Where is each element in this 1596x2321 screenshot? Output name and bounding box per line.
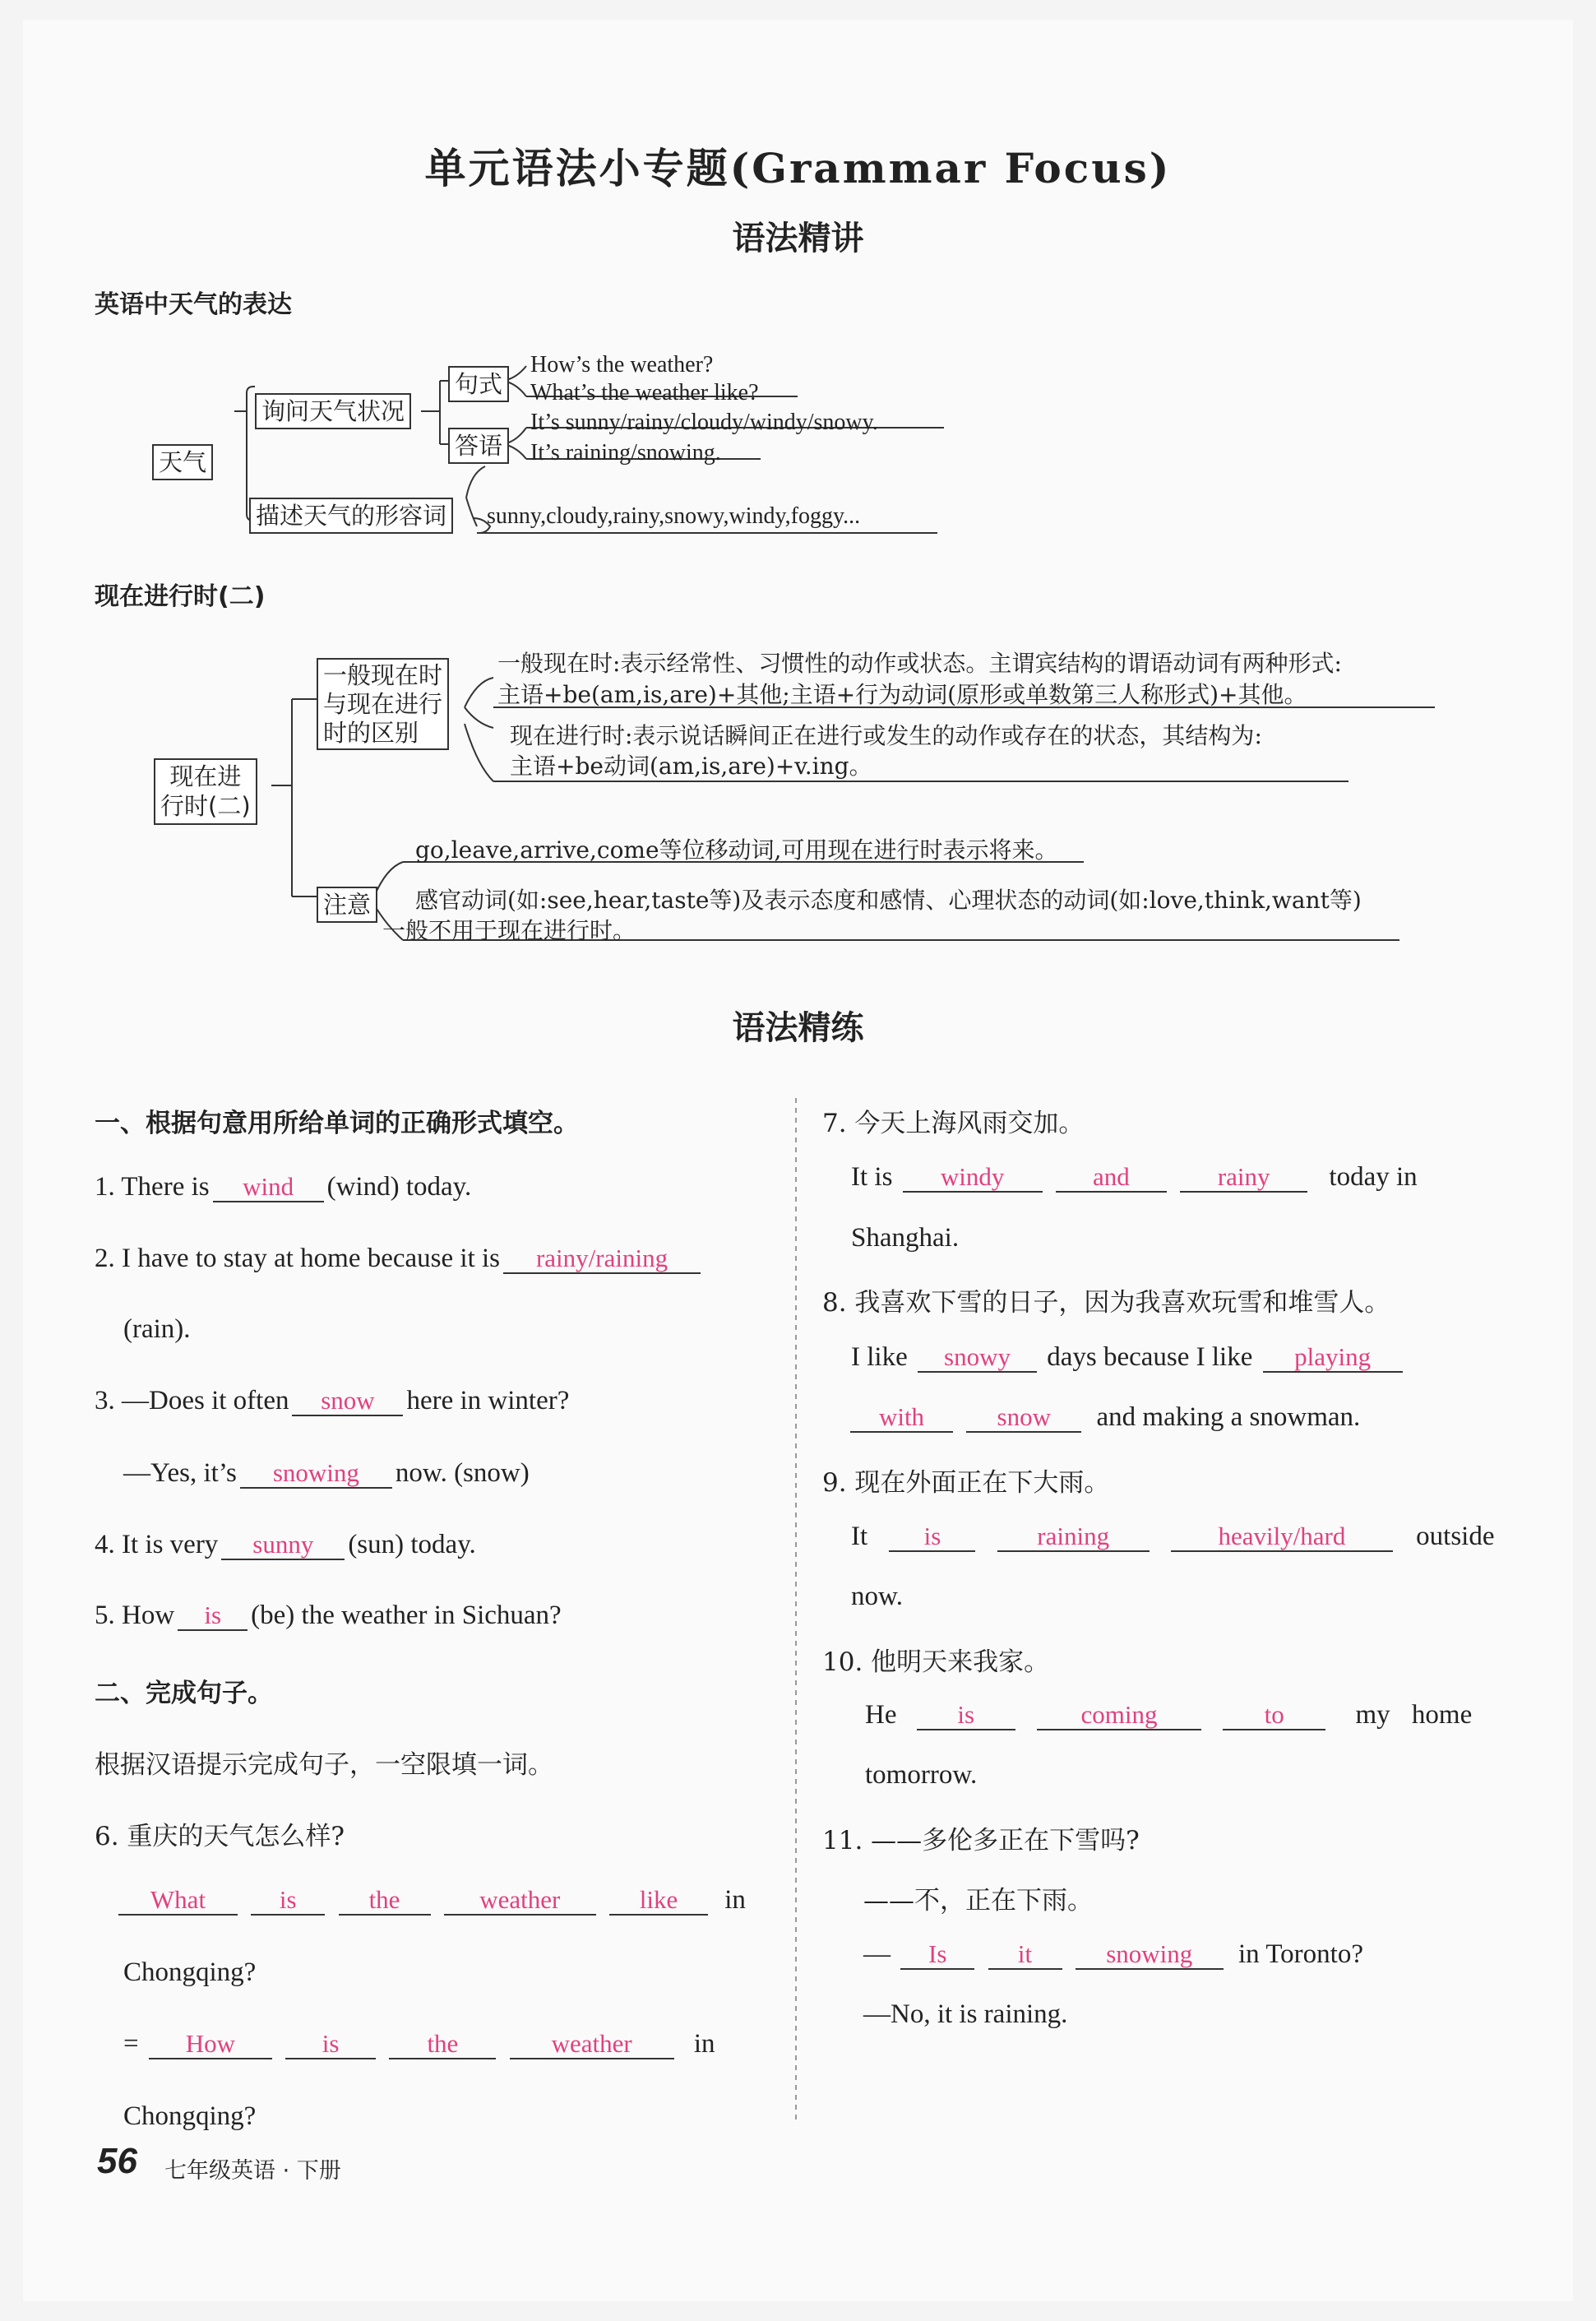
describe-box: 描述天气的形容词 — [249, 498, 453, 534]
q5-text: 5. How — [95, 1601, 175, 1630]
q11-dash: — — [863, 1939, 891, 1969]
question-4 — [95, 1530, 476, 1560]
weather-root-box: 天气 — [152, 444, 213, 480]
q6-blank-3[interactable]: the — [339, 1886, 431, 1916]
q10-tail-2: tomorrow. — [865, 1760, 978, 1790]
question-1 — [95, 1172, 471, 1202]
part1-heading: 一、根据句意用所给单词的正确形式填空。 — [95, 1109, 579, 1138]
q4-tail: (sun) today. — [348, 1530, 476, 1559]
q3-tail: here in winter? — [406, 1386, 570, 1415]
present-progressive-line2: 主语+be动词(am,is,are)+v.ing。 — [510, 753, 872, 780]
q11-tail: in Toronto? — [1238, 1939, 1363, 1969]
q7-answer-row — [851, 1162, 1418, 1193]
q9-blank-1[interactable]: is — [889, 1522, 975, 1552]
q8-tail: and making a snowman. — [1096, 1402, 1361, 1432]
question-2 — [95, 1244, 704, 1274]
q6-alt-place: Chongqing? — [123, 2101, 257, 2131]
q9-text: It — [851, 1522, 868, 1551]
q3-reply-answer-blank[interactable]: snowing — [240, 1459, 392, 1489]
q10-blank-3[interactable]: to — [1223, 1701, 1325, 1730]
progressive-root-box — [154, 758, 257, 825]
q2-answer-blank[interactable]: rainy/raining — [503, 1244, 701, 1274]
q6-alt-blank-2[interactable]: is — [285, 2030, 376, 2059]
q11-blank-2[interactable]: it — [988, 1940, 1062, 1970]
q9-tail-2: now. — [851, 1582, 903, 1611]
q3-reply-text: —Yes, it’s — [123, 1458, 237, 1488]
q11-answer-row — [863, 1939, 1363, 1970]
progressive-heading: 现在进行时(二) — [95, 582, 266, 611]
q7-chinese: 7. 今天上海风雨交加。 — [822, 1109, 1085, 1138]
part2-instruction: 根据汉语提示完成句子，一空限填一词。 — [95, 1750, 553, 1780]
note-box: 注意 — [317, 887, 377, 923]
q1-tail: (wind) today. — [326, 1172, 472, 1202]
q4-text: 4. It is very — [95, 1530, 219, 1559]
q8-chinese: 8. 我喜欢下雪的日子，因为我喜欢玩雪和堆雪人。 — [822, 1288, 1390, 1318]
q4-answer-blank[interactable]: sunny — [221, 1531, 345, 1560]
q6-alt-tail: in — [693, 2029, 715, 2059]
progressive-root-line1: 现在进 — [169, 762, 242, 790]
q6-tail: in — [724, 1885, 746, 1915]
q7-blank-1[interactable]: windy — [903, 1163, 1043, 1193]
pattern-question-2: What’s the weather like? — [530, 380, 759, 405]
q11-chinese-2: ——不，正在下雨。 — [863, 1886, 1093, 1916]
q2-tail: (rain). — [123, 1314, 191, 1344]
q6-blank-5[interactable]: like — [609, 1886, 708, 1916]
q7-blank-2[interactable]: and — [1056, 1163, 1167, 1193]
answer-box: 答语 — [448, 428, 509, 464]
motion-verb-note: go,leave,arrive,come等位移动词,可用现在进行时表示将来。 — [415, 836, 1058, 864]
simple-present-line2: 主语+be(am,is,are)+其他;主语+行为动词(原形或单数第三人称形式)+其他。 — [497, 681, 1307, 708]
question-3 — [95, 1386, 569, 1416]
q7-tail: today in — [1329, 1162, 1418, 1192]
q1-answer-blank[interactable]: wind — [213, 1173, 324, 1202]
sense-verb-note-2: 一般不用于现在进行时。 — [382, 917, 636, 944]
q10-blank-1[interactable]: is — [917, 1701, 1015, 1730]
q11-blank-3[interactable]: snowing — [1076, 1940, 1224, 1970]
answer-line-2: It’s raining/snowing. — [530, 440, 721, 466]
q9-chinese: 9. 现在外面正在下大雨。 — [822, 1468, 1110, 1498]
q6-alt-blank-4[interactable]: weather — [510, 2030, 674, 2059]
q8-blank-1[interactable]: snowy — [918, 1343, 1037, 1373]
q7-text: It is — [851, 1162, 893, 1192]
progressive-root-line2: 行时(二) — [160, 792, 251, 821]
q10-blank-2[interactable]: coming — [1037, 1701, 1201, 1730]
q11-reply: —No, it is raining. — [863, 1999, 1068, 2029]
q8-answer-row — [851, 1342, 1406, 1373]
q6-equals: = — [123, 2029, 139, 2059]
q6-blank-4[interactable]: weather — [444, 1886, 596, 1916]
page-number: 56 — [97, 2141, 137, 2181]
q7-place: Shanghai. — [851, 1223, 960, 1253]
q6-alt-blank-3[interactable]: the — [389, 2030, 496, 2059]
q5-answer-blank[interactable]: is — [178, 1601, 247, 1631]
q11-chinese-1: 11. ——多伦多正在下雪吗? — [822, 1826, 1140, 1855]
book-title: 七年级英语 · 下册 — [164, 2158, 341, 2184]
ask-weather-box: 询问天气状况 — [255, 393, 411, 429]
q8-blank-4[interactable]: snow — [966, 1403, 1081, 1433]
q3-answer-blank[interactable]: snow — [292, 1387, 403, 1416]
q1-text: 1. There is — [95, 1172, 210, 1202]
q10-answer-row — [865, 1700, 1472, 1730]
difference-line3: 时的区别 — [323, 718, 419, 747]
q6-place: Chongqing? — [123, 1957, 257, 1987]
q10-text: He — [865, 1700, 897, 1730]
q7-blank-3[interactable]: rainy — [1180, 1163, 1307, 1193]
pattern-box: 句式 — [448, 366, 509, 402]
q8-text: I like — [851, 1342, 908, 1372]
difference-box — [317, 658, 449, 750]
q3-text: 3. —Does it often — [95, 1386, 289, 1415]
q8-mid: days because I like — [1047, 1342, 1253, 1372]
q6-blank-1[interactable]: What — [118, 1886, 238, 1916]
q3-reply-tail: now. (snow) — [395, 1458, 530, 1488]
q8-blank-3[interactable]: with — [850, 1403, 953, 1433]
q6-chinese: 6. 重庆的天气怎么样? — [95, 1822, 345, 1851]
q11-blank-1[interactable]: Is — [900, 1940, 974, 1970]
question-5 — [95, 1601, 562, 1631]
q9-answer-row — [851, 1522, 1495, 1552]
question-3-reply — [123, 1458, 530, 1489]
q8-answer-row-2 — [847, 1402, 1360, 1433]
difference-line2: 与现在进行 — [323, 689, 443, 718]
section-practice-title: 语法精练 — [732, 1009, 864, 1047]
q2-text: 2. I have to stay at home because it is — [95, 1244, 501, 1273]
q10-tail: my home — [1355, 1700, 1473, 1730]
q9-tail: outside — [1416, 1522, 1495, 1551]
part2-heading: 二、完成句子。 — [95, 1679, 273, 1708]
q6-alt-row — [123, 2029, 715, 2059]
q9-blank-2[interactable]: raining — [997, 1522, 1150, 1552]
weather-heading: 英语中天气的表达 — [95, 290, 292, 319]
difference-line1: 一般现在时 — [323, 661, 443, 689]
q10-chinese: 10. 他明天来我家。 — [822, 1647, 1050, 1677]
page-title: 单元语法小专题(Grammar Focus) — [424, 144, 1172, 192]
sense-verb-note-1: 感官动词(如:see,hear,taste等)及表示态度和感情、心理状态的动词(如:love,think,want等) — [415, 887, 1362, 914]
present-progressive-line1: 现在进行时:表示说话瞬间正在进行或发生的动作或存在的状态，其结构为: — [510, 722, 1262, 749]
section-explain-title: 语法精讲 — [732, 220, 864, 257]
q6-answer-row — [115, 1885, 746, 1916]
q6-blank-2[interactable]: is — [251, 1886, 325, 1916]
q6-alt-blank-1[interactable]: How — [149, 2030, 272, 2059]
adjective-list: sunny,cloudy,rainy,snowy,windy,foggy... — [487, 503, 861, 529]
q9-blank-3[interactable]: heavily/hard — [1171, 1522, 1393, 1552]
answer-line-1: It’s sunny/rainy/cloudy/windy/snowy. — [530, 410, 878, 435]
simple-present-line1: 一般现在时:表示经常性、习惯性的动作或状态。主谓宾结构的谓语动词有两种形式: — [497, 650, 1342, 677]
pattern-question-1: How’s the weather? — [530, 352, 714, 378]
q5-tail: (be) the weather in Sichuan? — [251, 1601, 562, 1630]
q8-blank-2[interactable]: playing — [1263, 1343, 1403, 1373]
